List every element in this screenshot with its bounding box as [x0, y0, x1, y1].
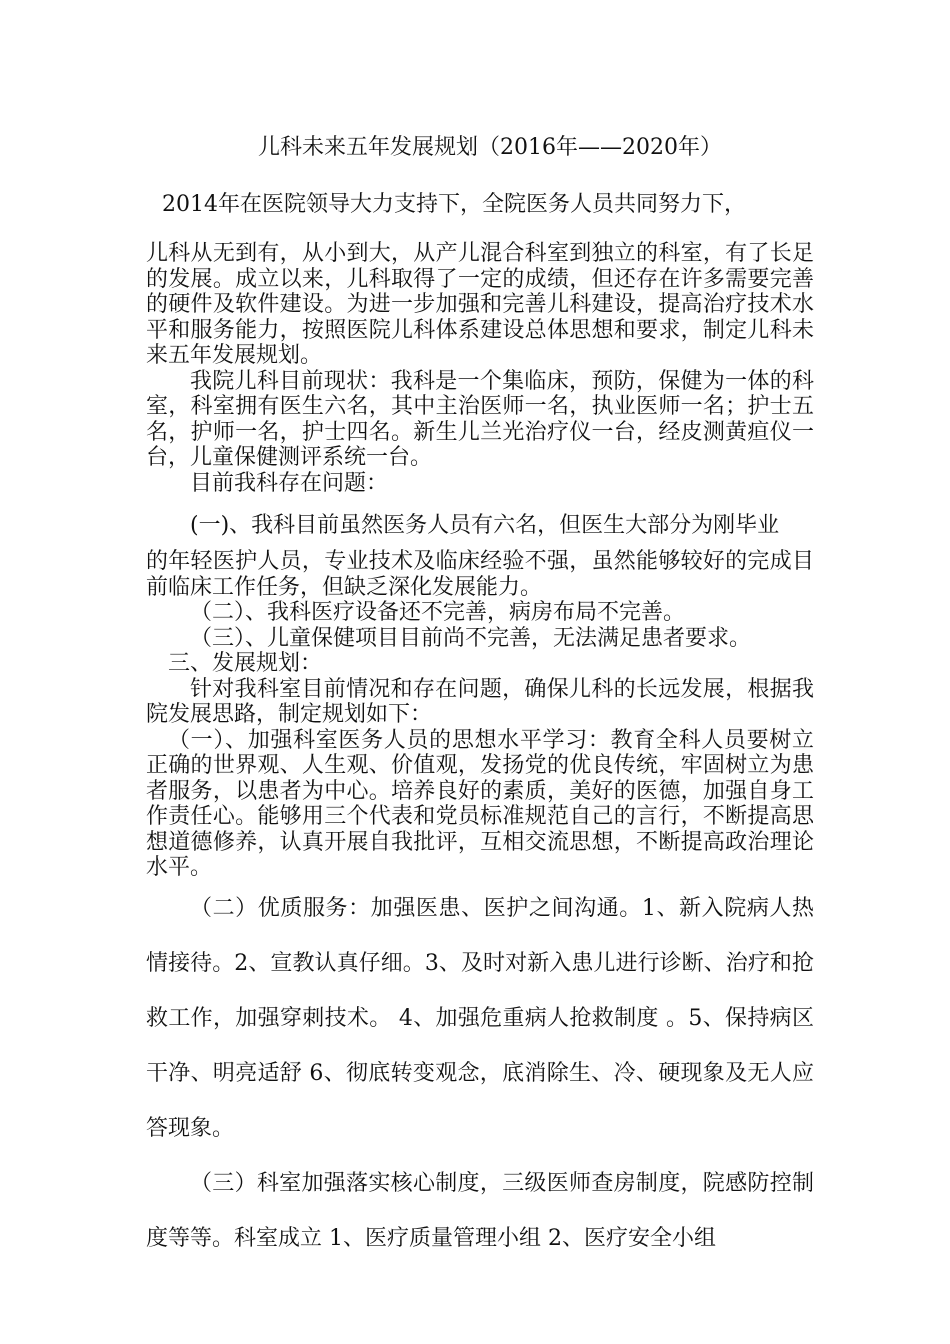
intro-paragraph: 儿科从无到有，从小到大，从产儿混合科室到独立的科室，有了长足的发展。成立以来，儿科取得了一定的成绩，但还存在许多需要完善的硬件及软件建设。为进一步加强和完善儿科建设，提高治疗技术水平和服务能力，按照医院儿科体系建设总体思想和要求，制定儿科未来五年发展规划。 — [146, 241, 814, 368]
problem-1-paragraph: 的年轻医护人员，专业技术及临床经验不强，虽然能够较好的完成目前临床工作任务，但缺乏深化发展能力。 — [146, 549, 814, 600]
plan-item-3: （三）科室加强落实核心制度，三级医师查房制度，院感防控制度等等。科室成立 1、医疗质量管理小组 2、医疗安全小组 — [146, 1170, 814, 1251]
plan-item-2: （二）优质服务：加强医患、医护之间沟通。1、新入院病人热情接待。2、宣教认真仔细。3、及时对新入患儿进行诊断、治疗和抢救工作，加强穿刺技术。 4、加强危重病人抢救制度 。5、保持病区干净、明亮适舒 6、彻底转变观念，底消除生、冷、硬现象及无人应答现象。 — [146, 895, 814, 1141]
problem-3: （三）、儿童保健项目目前尚不完善，无法满足患者要求。 — [190, 625, 752, 651]
status-paragraph: 我院儿科目前现状：我科是一个集临床，预防，保健为一体的科室，科室拥有医生六名，其中主治医师一名，执业医师一名；护士五名，护师一名，护士四名。新生儿兰光治疗仪一台，经皮测黄疸仪一台，儿童保健测评系统一台。 — [146, 368, 814, 470]
document-title: 儿科未来五年发展规划（2016年——2020年） — [258, 135, 722, 160]
plan-item-1: （一）、加强科室医务人员的思想水平学习：教育全科人员要树立正确的世界观、人生观、价值观，发扬党的优良传统，牢固树立为患者服务，以患者为中心。培养良好的素质，美好的医德，加强自身工作责任心。能够用三个代表和党员标准规范自己的言行，不断提高思想道德修养，认真开展自我批评，互相交流思想，不断提高政治理论水平。 — [146, 727, 814, 880]
intro-first-line: 2014年在医院领导大力支持下，全院医务人员共同努力下， — [162, 192, 746, 217]
document-body — [146, 132, 814, 1266]
plan-heading: 三、发展规划： — [168, 651, 323, 676]
plan-intro: 针对我科室目前情况和存在问题，确保儿科的长远发展，根据我院发展思路，制定规划如下： — [146, 676, 814, 727]
problem-2: （二）、我科医疗设备还不完善，病房布局不完善。 — [190, 600, 686, 625]
problem-1-first-line: (一)、我科目前虽然医务人员有六名，但医生大部分为刚毕业 — [190, 513, 780, 538]
problems-heading: 目前我科存在问题： — [190, 470, 389, 496]
